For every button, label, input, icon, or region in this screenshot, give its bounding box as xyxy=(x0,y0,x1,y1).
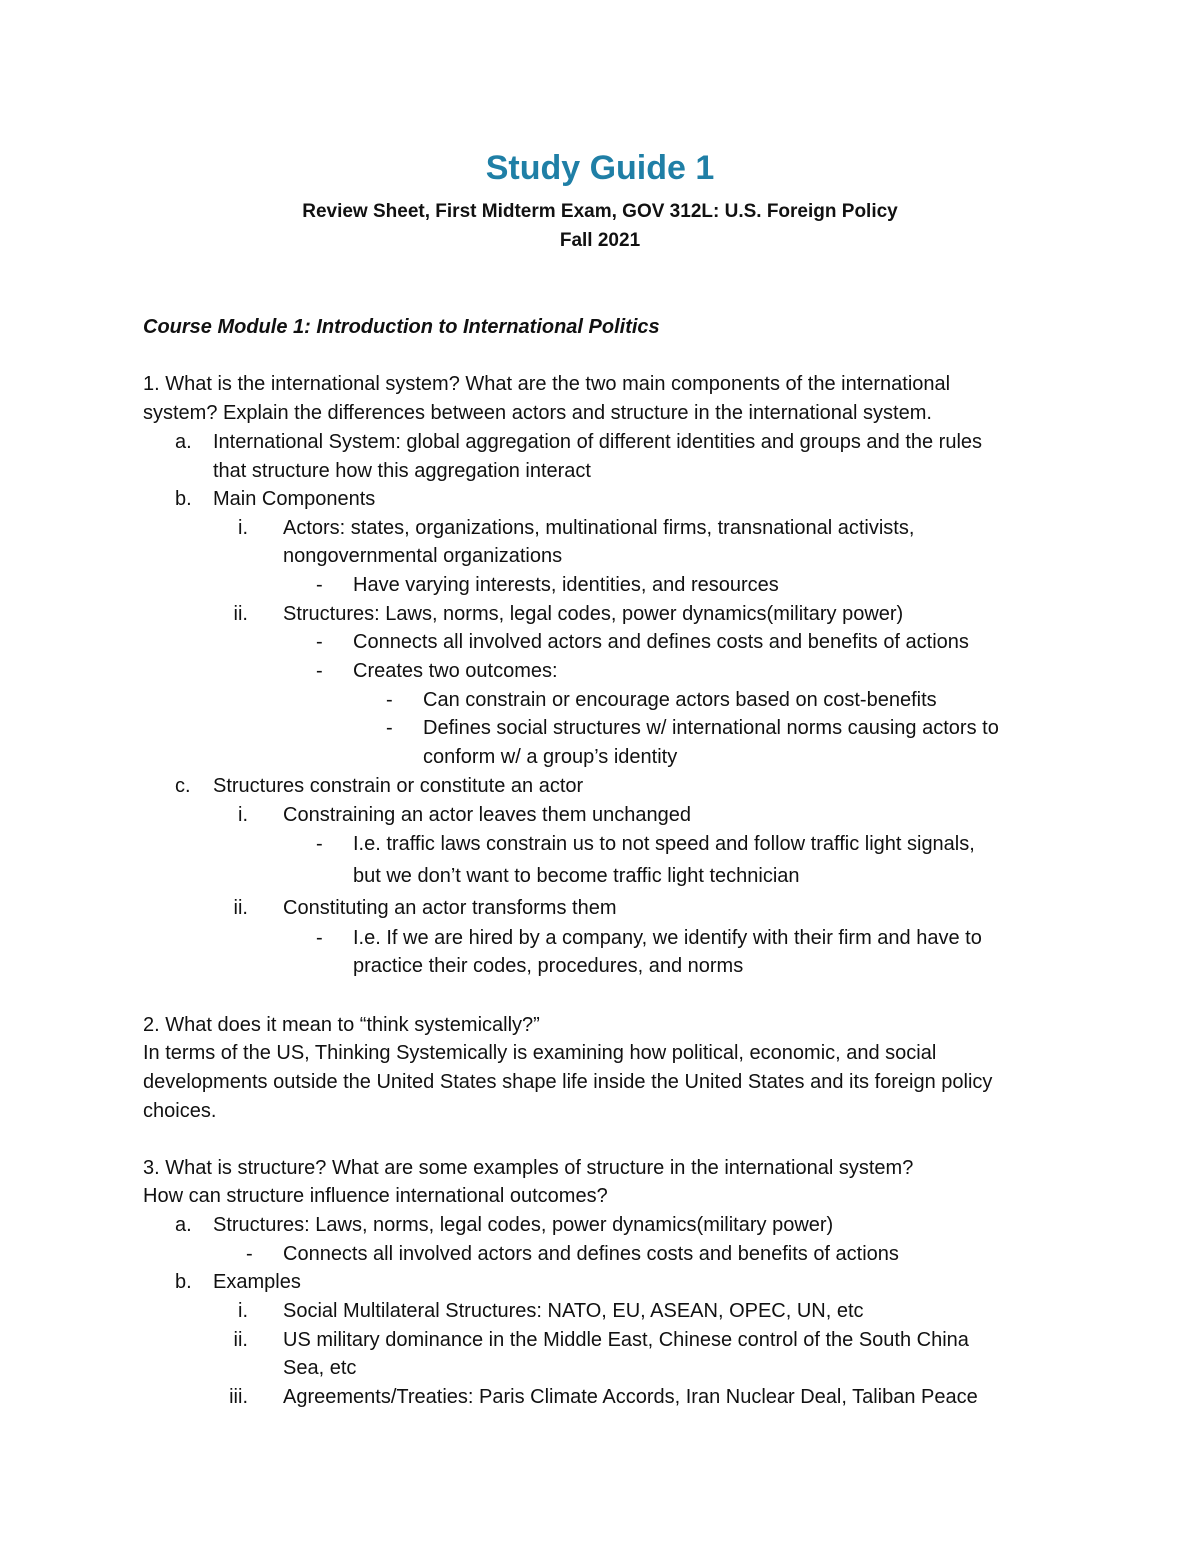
q1-ci-d1-line1: I.e. traffic laws constrain us to not speed and follow traffic light signals, xyxy=(353,833,975,855)
dash-marker: - xyxy=(316,833,323,855)
q3-a-d1: Connects all involved actors and defines costs and benefits of actions xyxy=(283,1243,899,1265)
list-marker: a. xyxy=(175,1214,192,1236)
list-marker: ii. xyxy=(233,1329,248,1351)
q3-line1: 3. What is structure? What are some examples of structure in the international system? xyxy=(143,1157,914,1179)
q1-bi-d1: Have varying interests, identities, and resources xyxy=(353,574,779,596)
list-marker: i. xyxy=(238,517,248,539)
dash-marker: - xyxy=(386,689,393,711)
q1-c-text: Structures constrain or constitute an actor xyxy=(213,775,584,797)
list-marker: i. xyxy=(238,804,248,826)
q1-line2: system? Explain the differences between actors and structure in the international system. xyxy=(143,402,932,424)
page-title: Study Guide 1 xyxy=(485,149,715,187)
q1-bi-line1: Actors: states, organizations, multinational firms, transnational activists, xyxy=(283,517,915,539)
q3-b-text: Examples xyxy=(213,1271,301,1293)
list-marker: iii. xyxy=(229,1386,248,1408)
q1-line1: 1. What is the international system? What are the two main components of the international xyxy=(143,373,951,395)
dash-marker: - xyxy=(386,717,393,739)
dash-marker: - xyxy=(316,574,323,596)
q1-ci-text: Constraining an actor leaves them unchanged xyxy=(283,804,692,826)
q3-a-text: Structures: Laws, norms, legal codes, power dynamics(military power) xyxy=(213,1214,834,1236)
q1-cii-d1-line2: practice their codes, procedures, and norms xyxy=(353,955,744,977)
dash-marker: - xyxy=(316,631,323,653)
q1-bii-d2-1: Can constrain or encourage actors based on cost-benefits xyxy=(423,689,937,711)
list-marker: b. xyxy=(175,1271,192,1293)
module-heading: Course Module 1: Introduction to International Politics xyxy=(143,316,660,338)
q1-bii-d2: Creates two outcomes: xyxy=(353,660,558,682)
q1-bii-text: Structures: Laws, norms, legal codes, power dynamics(military power) xyxy=(283,603,904,625)
q1-a-line2: that structure how this aggregation interact xyxy=(213,460,591,482)
q3-line2: How can structure influence international outcomes? xyxy=(143,1185,608,1207)
list-marker: c. xyxy=(175,775,191,797)
q1-bii-d2-2-line2: conform w/ a group’s identity xyxy=(423,746,678,768)
q1-bii-d1: Connects all involved actors and defines costs and benefits of actions xyxy=(353,631,969,653)
q1-cii-text: Constituting an actor transforms them xyxy=(283,897,617,919)
q2-line1: In terms of the US, Thinking Systemically is examining how political, economic, and social xyxy=(143,1042,937,1064)
dash-marker: - xyxy=(246,1243,253,1265)
q3-biii-text: Agreements/Treaties: Paris Climate Accords, Iran Nuclear Deal, Taliban Peace xyxy=(283,1386,978,1408)
q1-cii-d1-line1: I.e. If we are hired by a company, we identify with their firm and have to xyxy=(353,927,982,949)
q3-bi-text: Social Multilateral Structures: NATO, EU, ASEAN, OPEC, UN, etc xyxy=(283,1300,864,1322)
q2-question: 2. What does it mean to “think systemically?” xyxy=(143,1014,540,1036)
list-marker: b. xyxy=(175,488,192,510)
q1-bi-line2: nongovernmental organizations xyxy=(283,545,563,567)
list-marker: ii. xyxy=(233,603,248,625)
q2-line3: choices. xyxy=(143,1100,217,1122)
q1-ci-d1-line2: but we don’t want to become traffic light technician xyxy=(353,865,800,887)
q1-bii-d2-2-line1: Defines social structures w/ international norms causing actors to xyxy=(423,717,999,739)
list-marker: a. xyxy=(175,431,192,453)
subtitle: Review Sheet, First Midterm Exam, GOV 312L: U.S. Foreign Policy xyxy=(302,201,898,222)
term: Fall 2021 xyxy=(559,230,641,251)
list-marker: ii. xyxy=(233,897,248,919)
list-marker: i. xyxy=(238,1300,248,1322)
q2-line2: developments outside the United States shape life inside the United States and its foreign policy xyxy=(143,1071,993,1093)
dash-marker: - xyxy=(316,927,323,949)
q1-a-line1: International System: global aggregation of different identities and groups and the rules xyxy=(213,431,983,453)
q1-b-text: Main Components xyxy=(213,488,376,510)
dash-marker: - xyxy=(316,660,323,682)
q3-bii-line2: Sea, etc xyxy=(283,1357,357,1379)
q3-bii-line1: US military dominance in the Middle East, Chinese control of the South China xyxy=(283,1329,969,1351)
